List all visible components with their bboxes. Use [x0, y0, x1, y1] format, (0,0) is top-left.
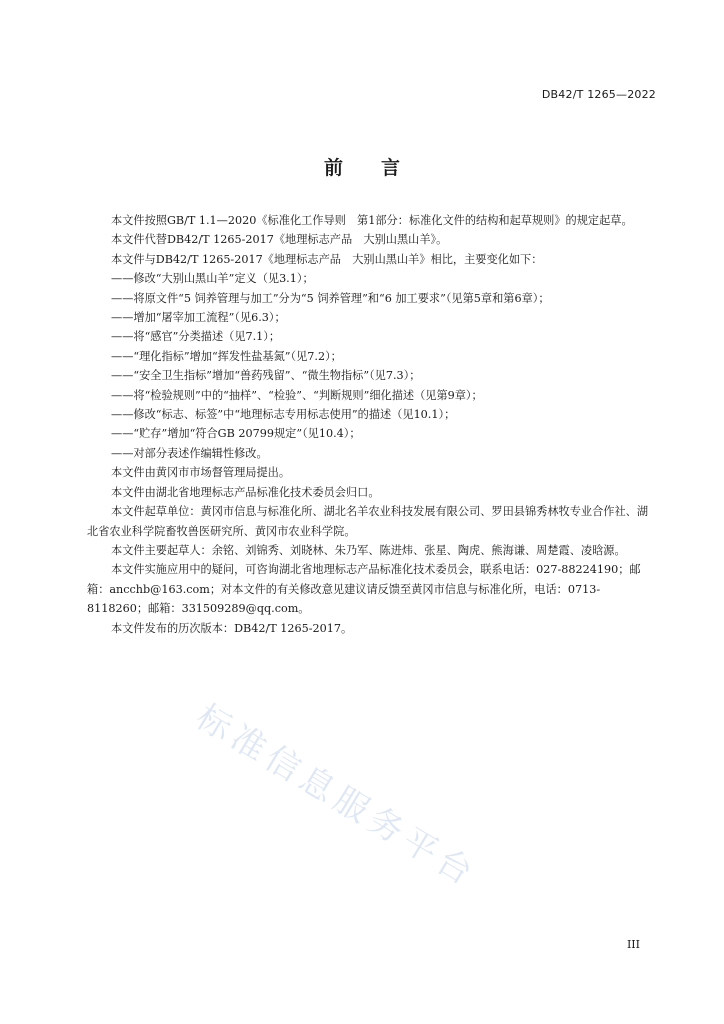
- closing-paragraph: 本文件实施应用中的疑问，可咨询湖北省地理标志产品标准化技术委员会，联系电话：027-88224190；邮箱：ancchb@163.com；对本文件的有关修改意见建议请反馈至黄冈市信息与标准化所，电话：0713-8118260；邮箱：331509289@qq.com。: [87, 563, 641, 616]
- change-item: ——修改“大别山黑山羊”定义（见3.1）；: [111, 272, 314, 286]
- change-item: ——将“检验规则”中的“抽样”、“检验”、“判断规则”细化描述（见第9章）；: [111, 388, 483, 402]
- intro-paragraph: 本文件与DB42/T 1265-2017《地理标志产品 大别山黑山羊》相比，主要变化如下：: [111, 252, 543, 266]
- closing-paragraph: 本文件由湖北省地理标志产品标准化技术委员会归口。: [111, 485, 380, 499]
- change-item: ——对部分表述作编辑性修改。: [111, 446, 268, 460]
- closing-paragraph: 本文件发布的历次版本：DB42/T 1265-2017。: [111, 621, 353, 635]
- page-number: III: [626, 938, 640, 951]
- change-item: ——“贮存”增加“符合GB 20799规定”（见10.4）；: [111, 427, 361, 441]
- standard-code: DB42/T 1265—2022: [541, 88, 656, 101]
- closing-paragraph: 本文件由黄冈市市场督管理局提出。: [111, 466, 291, 480]
- change-item: ——增加“屠宰加工流程”（见6.3）；: [111, 311, 286, 325]
- closing-paragraph: 本文件主要起草人：余铭、刘锦秀、刘晓林、朱乃军、陈进炜、张星、陶虎、熊海谦、周楚霞、凌晗源。: [111, 543, 626, 557]
- closing-paragraph: 本文件起草单位：黄冈市信息与标准化所、湖北名羊农业科技发展有限公司、罗田县锦秀林牧专业合作社、湖北省农业科学院畜牧兽医研究所、黄冈市农业科学院。: [87, 505, 649, 538]
- change-item: ——“理化指标”增加“挥发性盐基氮”（见7.2）；: [111, 349, 342, 363]
- change-item: ——“安全卫生指标”增加“兽药残留”、“微生物指标”（见7.3）；: [111, 369, 421, 383]
- change-item: ——将“感官”分类描述（见7.1）；: [111, 330, 281, 344]
- intro-paragraph: 本文件按照GB/T 1.1—2020《标准化工作导则 第1部分：标准化文件的结构和起草规则》的规定起草。: [111, 214, 633, 227]
- watermark-text: 标准信息服务平台: [189, 696, 485, 896]
- page-title: 前言: [323, 157, 438, 179]
- change-item: ——修改“标志、标签”中“地理标志专用标志使用”的描述（见10.1）；: [111, 408, 456, 422]
- intro-paragraph: 本文件代替DB42/T 1265-2017《地理标志产品 大别山黑山羊》。: [111, 233, 448, 247]
- document-body: [87, 211, 657, 638]
- change-item: ——将原文件“5 饲养管理与加工”分为“5 饲养管理”和“6 加工要求”（见第5章和第6章）；: [111, 291, 550, 305]
